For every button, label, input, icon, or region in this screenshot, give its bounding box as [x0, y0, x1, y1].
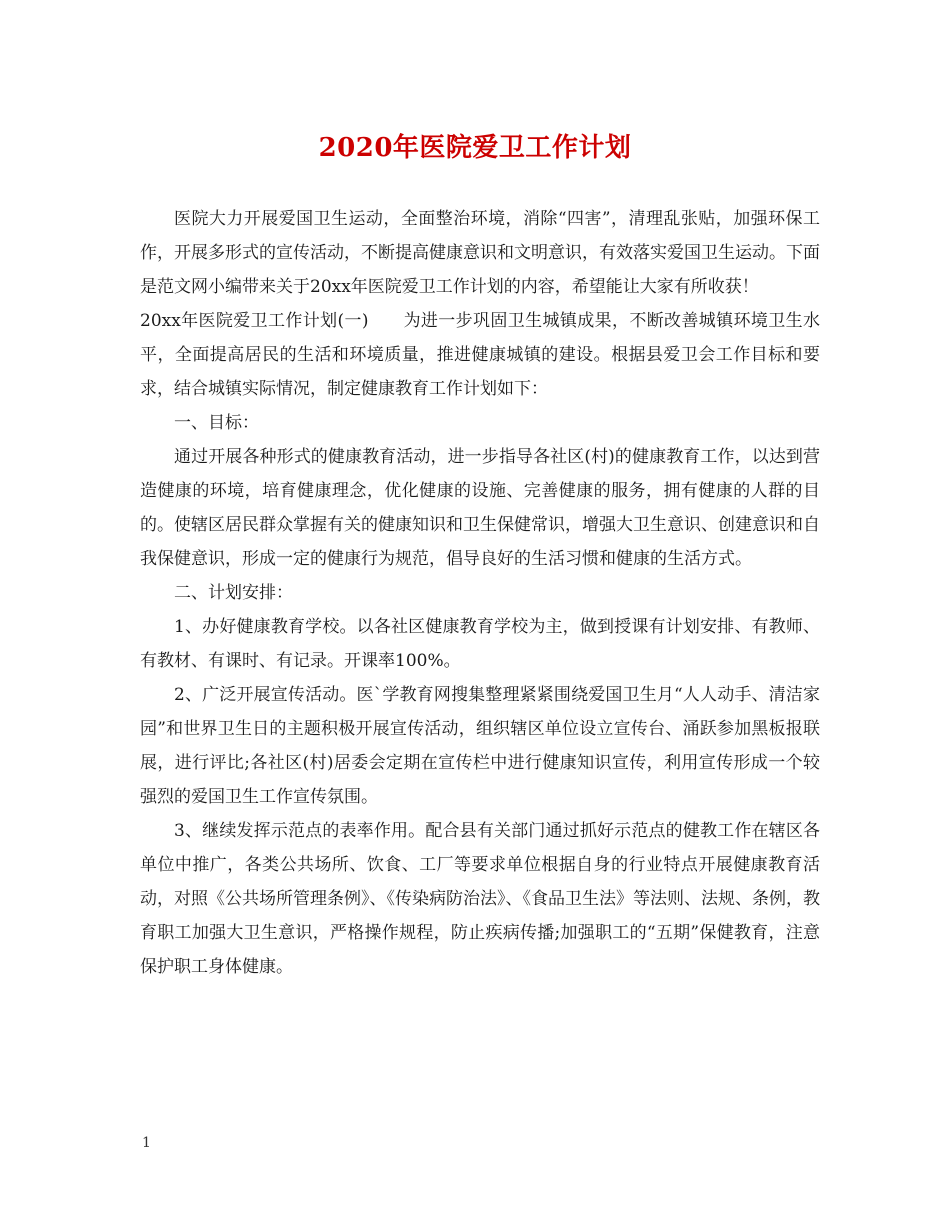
document-body — [140, 202, 820, 984]
section-heading-goal: 一、目标： — [174, 413, 259, 433]
plan-item-2: 2、广泛开展宣传活动。医`学教育网搜集整理紧紧围绕爱国卫生月“人人动手、清洁家园”和世界卫生日的主题积极开展宣传活动，组织辖区单位设立宣传台、涌跃参加黑板报联展，进行评比;各社区(村)居委会定期在宣传栏中进行健康知识宣传，利用宣传形成一个较强烈的爱国卫生工作宣传氛围。 — [140, 685, 820, 807]
intro-paragraph: 医院大力开展爱国卫生运动，全面整治环境，消除“四害”，清理乱张贴，加强环保工作，开展多形式的宣传活动，不断提高健康意识和文明意识，有效落实爱国卫生运动。下面是范文网小编带来关于20xx年医院爱卫工作计划的内容，希望能让大家有所收获！ — [140, 209, 820, 297]
page-number: 1 — [142, 1135, 151, 1151]
document-title: 2020年医院爱卫工作计划 — [318, 133, 632, 163]
goal-paragraph: 通过开展各种形式的健康教育活动，进一步指导各社区(村)的健康教育工作，以达到营造健康的环境，培育健康理念，优化健康的设施、完善健康的服务，拥有健康的人群的目的。使辖区居民群众掌握有关的健康知识和卫生保健常识，增强大卫生意识、创建意识和自我保健意识，形成一定的健康行为规范，倡导良好的生活习惯和健康的生活方式。 — [140, 447, 820, 569]
plan-item-3: 3、继续发挥示范点的表率作用。配合县有关部门通过抓好示范点的健教工作在辖区各单位中推广，各类公共场所、饮食、工厂等要求单位根据自身的行业特点开展健康教育活动，对照《公共场所管理条例》、《传染病防治法》、《食品卫生法》等法则、法规、条例，教育职工加强大卫生意识，严格操作规程，防止疾病传播;加强职工的“五期”保健教育，注意保护职工身体健康。 — [140, 821, 820, 977]
plan-one-paragraph: 20xx年医院爱卫工作计划(一) 为进一步巩固卫生城镇成果，不断改善城镇环境卫生水平，全面提高居民的生活和环境质量，推进健康城镇的建设。根据县爱卫会工作目标和要求，结合城镇实际情况，制定健康教育工作计划如下： — [140, 311, 820, 399]
section-heading-plan: 二、计划安排： — [174, 583, 293, 603]
plan-item-1: 1、办好健康教育学校。以各社区健康教育学校为主，做到授课有计划安排、有教师、有教材、有课时、有记录。开课率100%。 — [140, 617, 820, 671]
